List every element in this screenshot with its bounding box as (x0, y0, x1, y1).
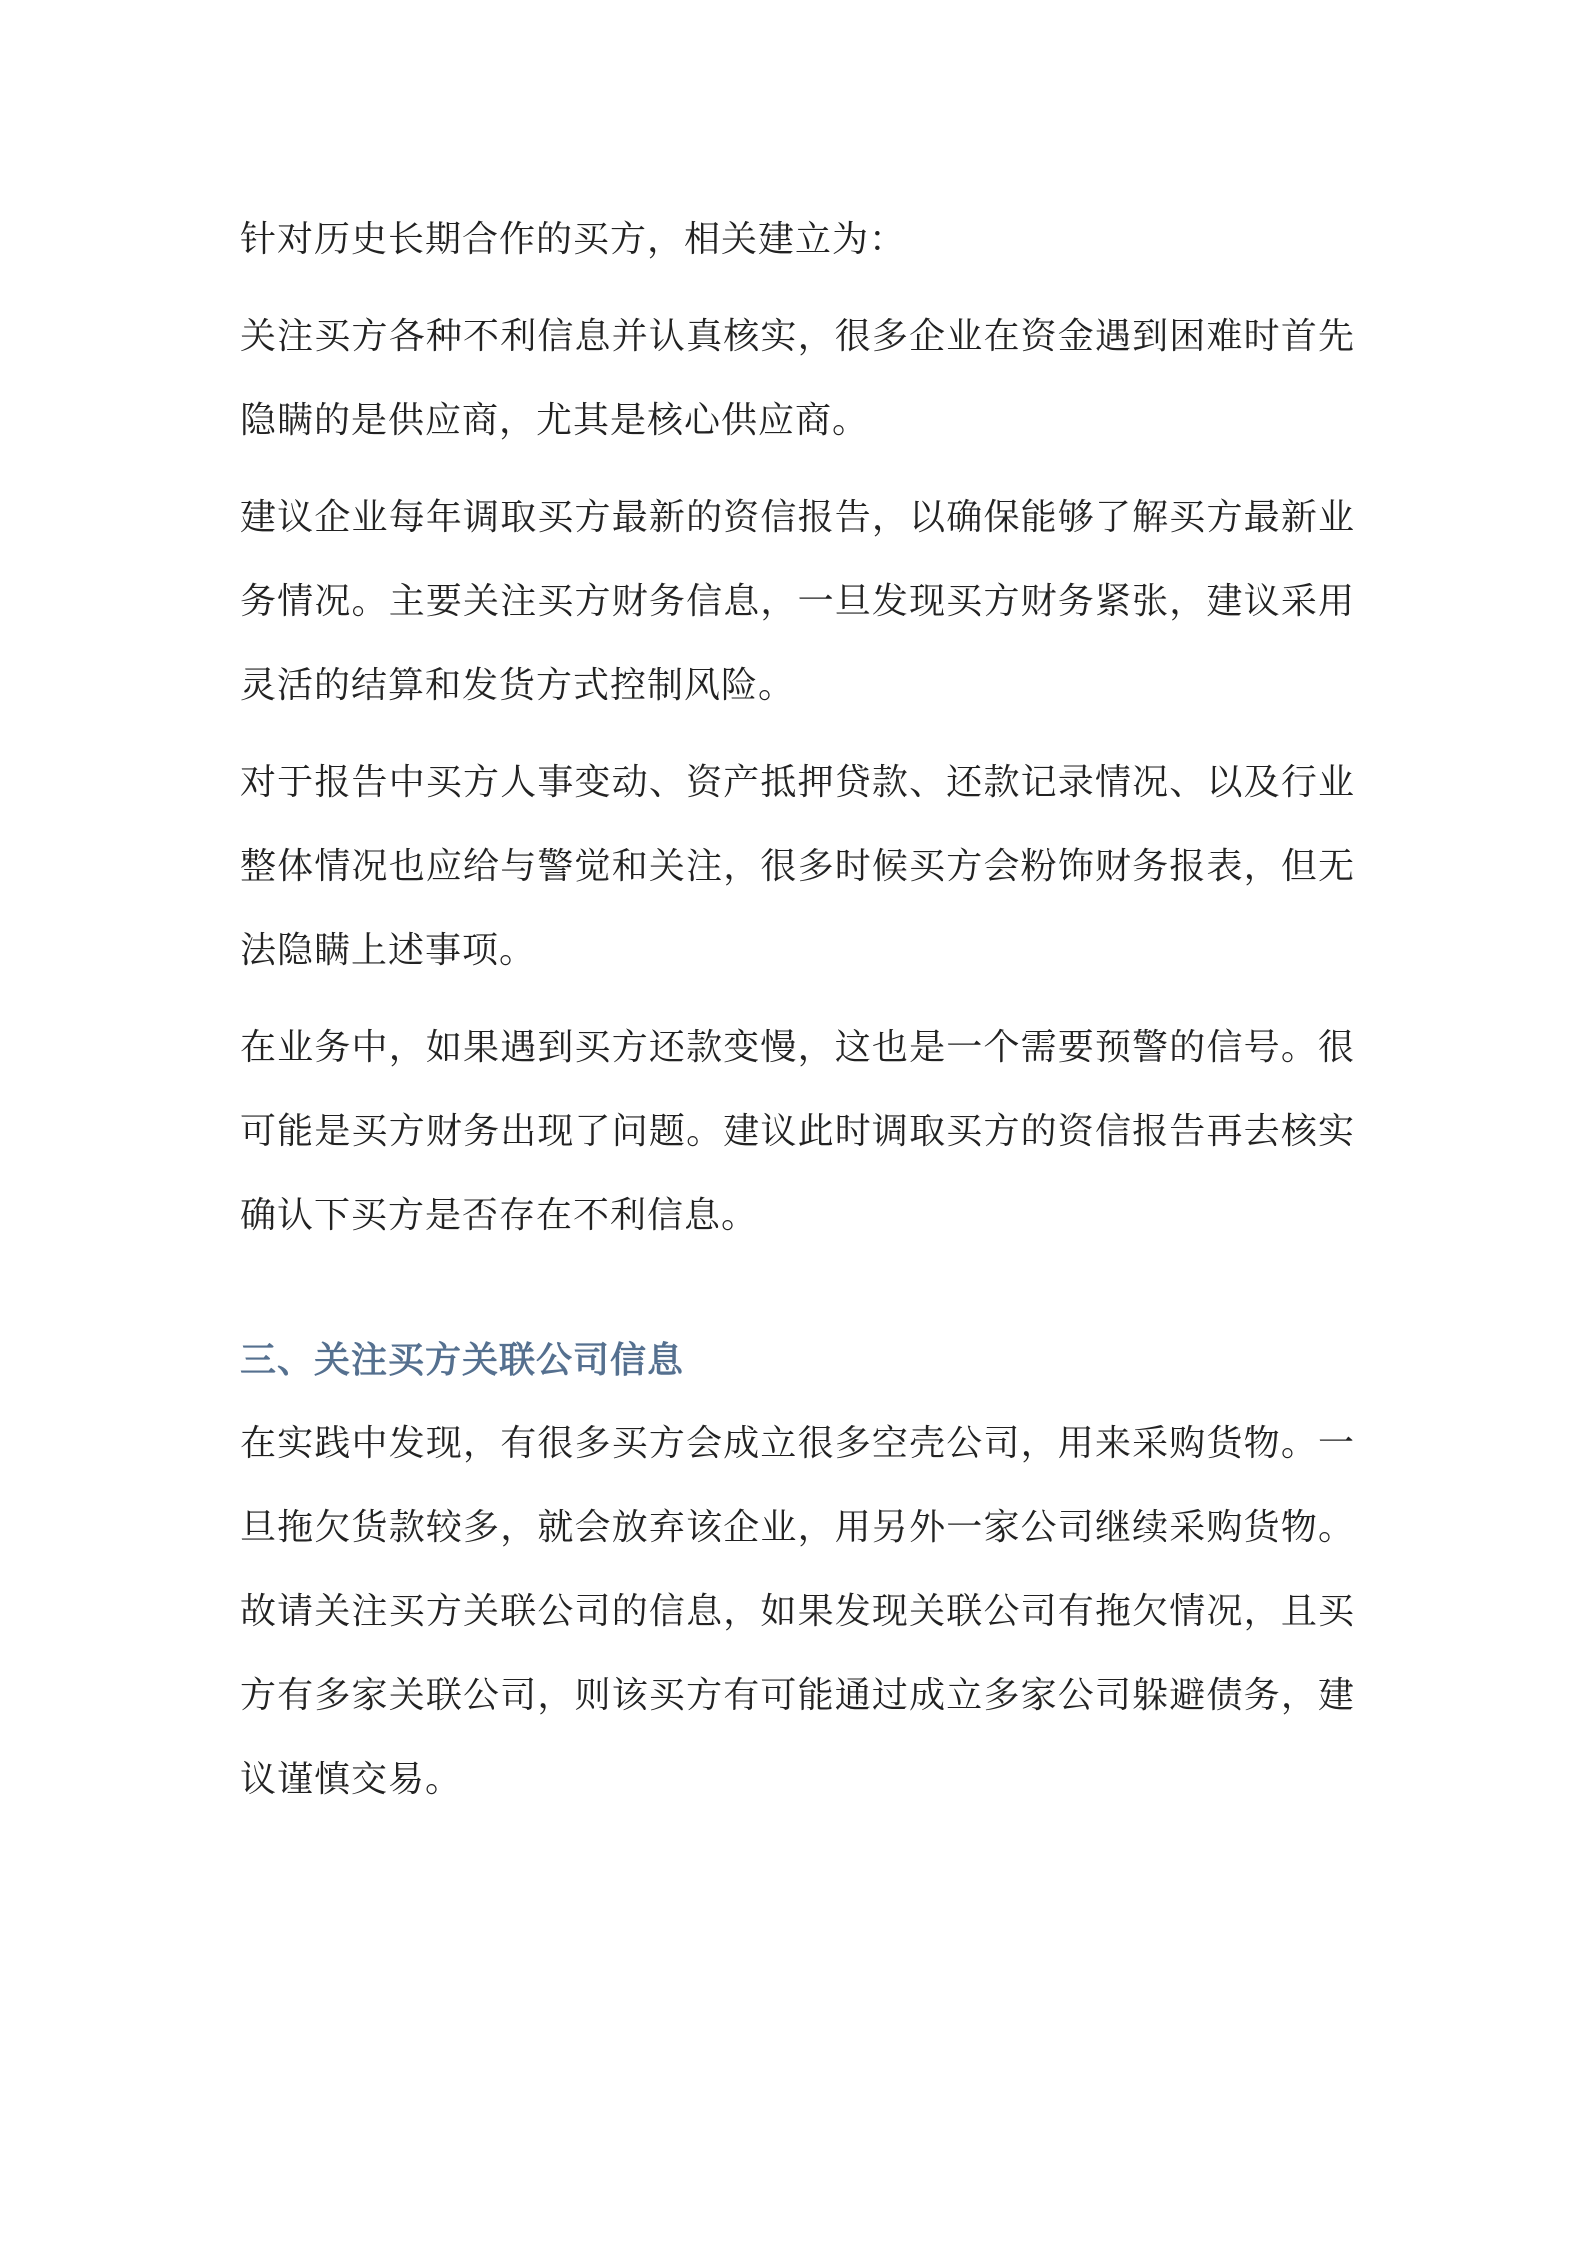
document-body (240, 198, 1355, 1835)
paragraph-credit-report: 建议企业每年调取买方最新的资信报告，以确保能够了解买方最新业务情况。主要关注买方财务信息，一旦发现买方财务紧张，建议采用灵活的结算和发货方式控制风险。 (240, 497, 1355, 706)
paragraph-adverse-info: 关注买方各种不利信息并认真核实，很多企业在资金遇到困难时首先隐瞒的是供应商，尤其是核心供应商。 (240, 316, 1355, 441)
paragraph-slow-repayment: 在业务中，如果遇到买方还款变慢，这也是一个需要预警的信号。很可能是买方财务出现了问题。建议此时调取买方的资信报告再去核实确认下买方是否存在不利信息。 (240, 1027, 1355, 1236)
section-heading: 三、关注买方关联公司信息 (240, 1339, 685, 1381)
paragraph-related-companies: 在实践中发现，有很多买方会成立很多空壳公司，用来采购货物。一旦拖欠货款较多，就会放弃该企业，用另外一家公司继续采购货物。故请关注买方关联公司的信息，如果发现关联公司有拖欠情况，且买方有多家关联公司，则该买方有可能通过成立多家公司躲避债务，建议谨慎交易。 (240, 1423, 1355, 1800)
paragraph-intro: 针对历史长期合作的买方，相关建立为： (240, 219, 907, 260)
paragraph-personnel-changes: 对于报告中买方人事变动、资产抵押贷款、还款记录情况、以及行业整体情况也应给与警觉和关注，很多时候买方会粉饰财务报表，但无法隐瞒上述事项。 (240, 762, 1355, 971)
